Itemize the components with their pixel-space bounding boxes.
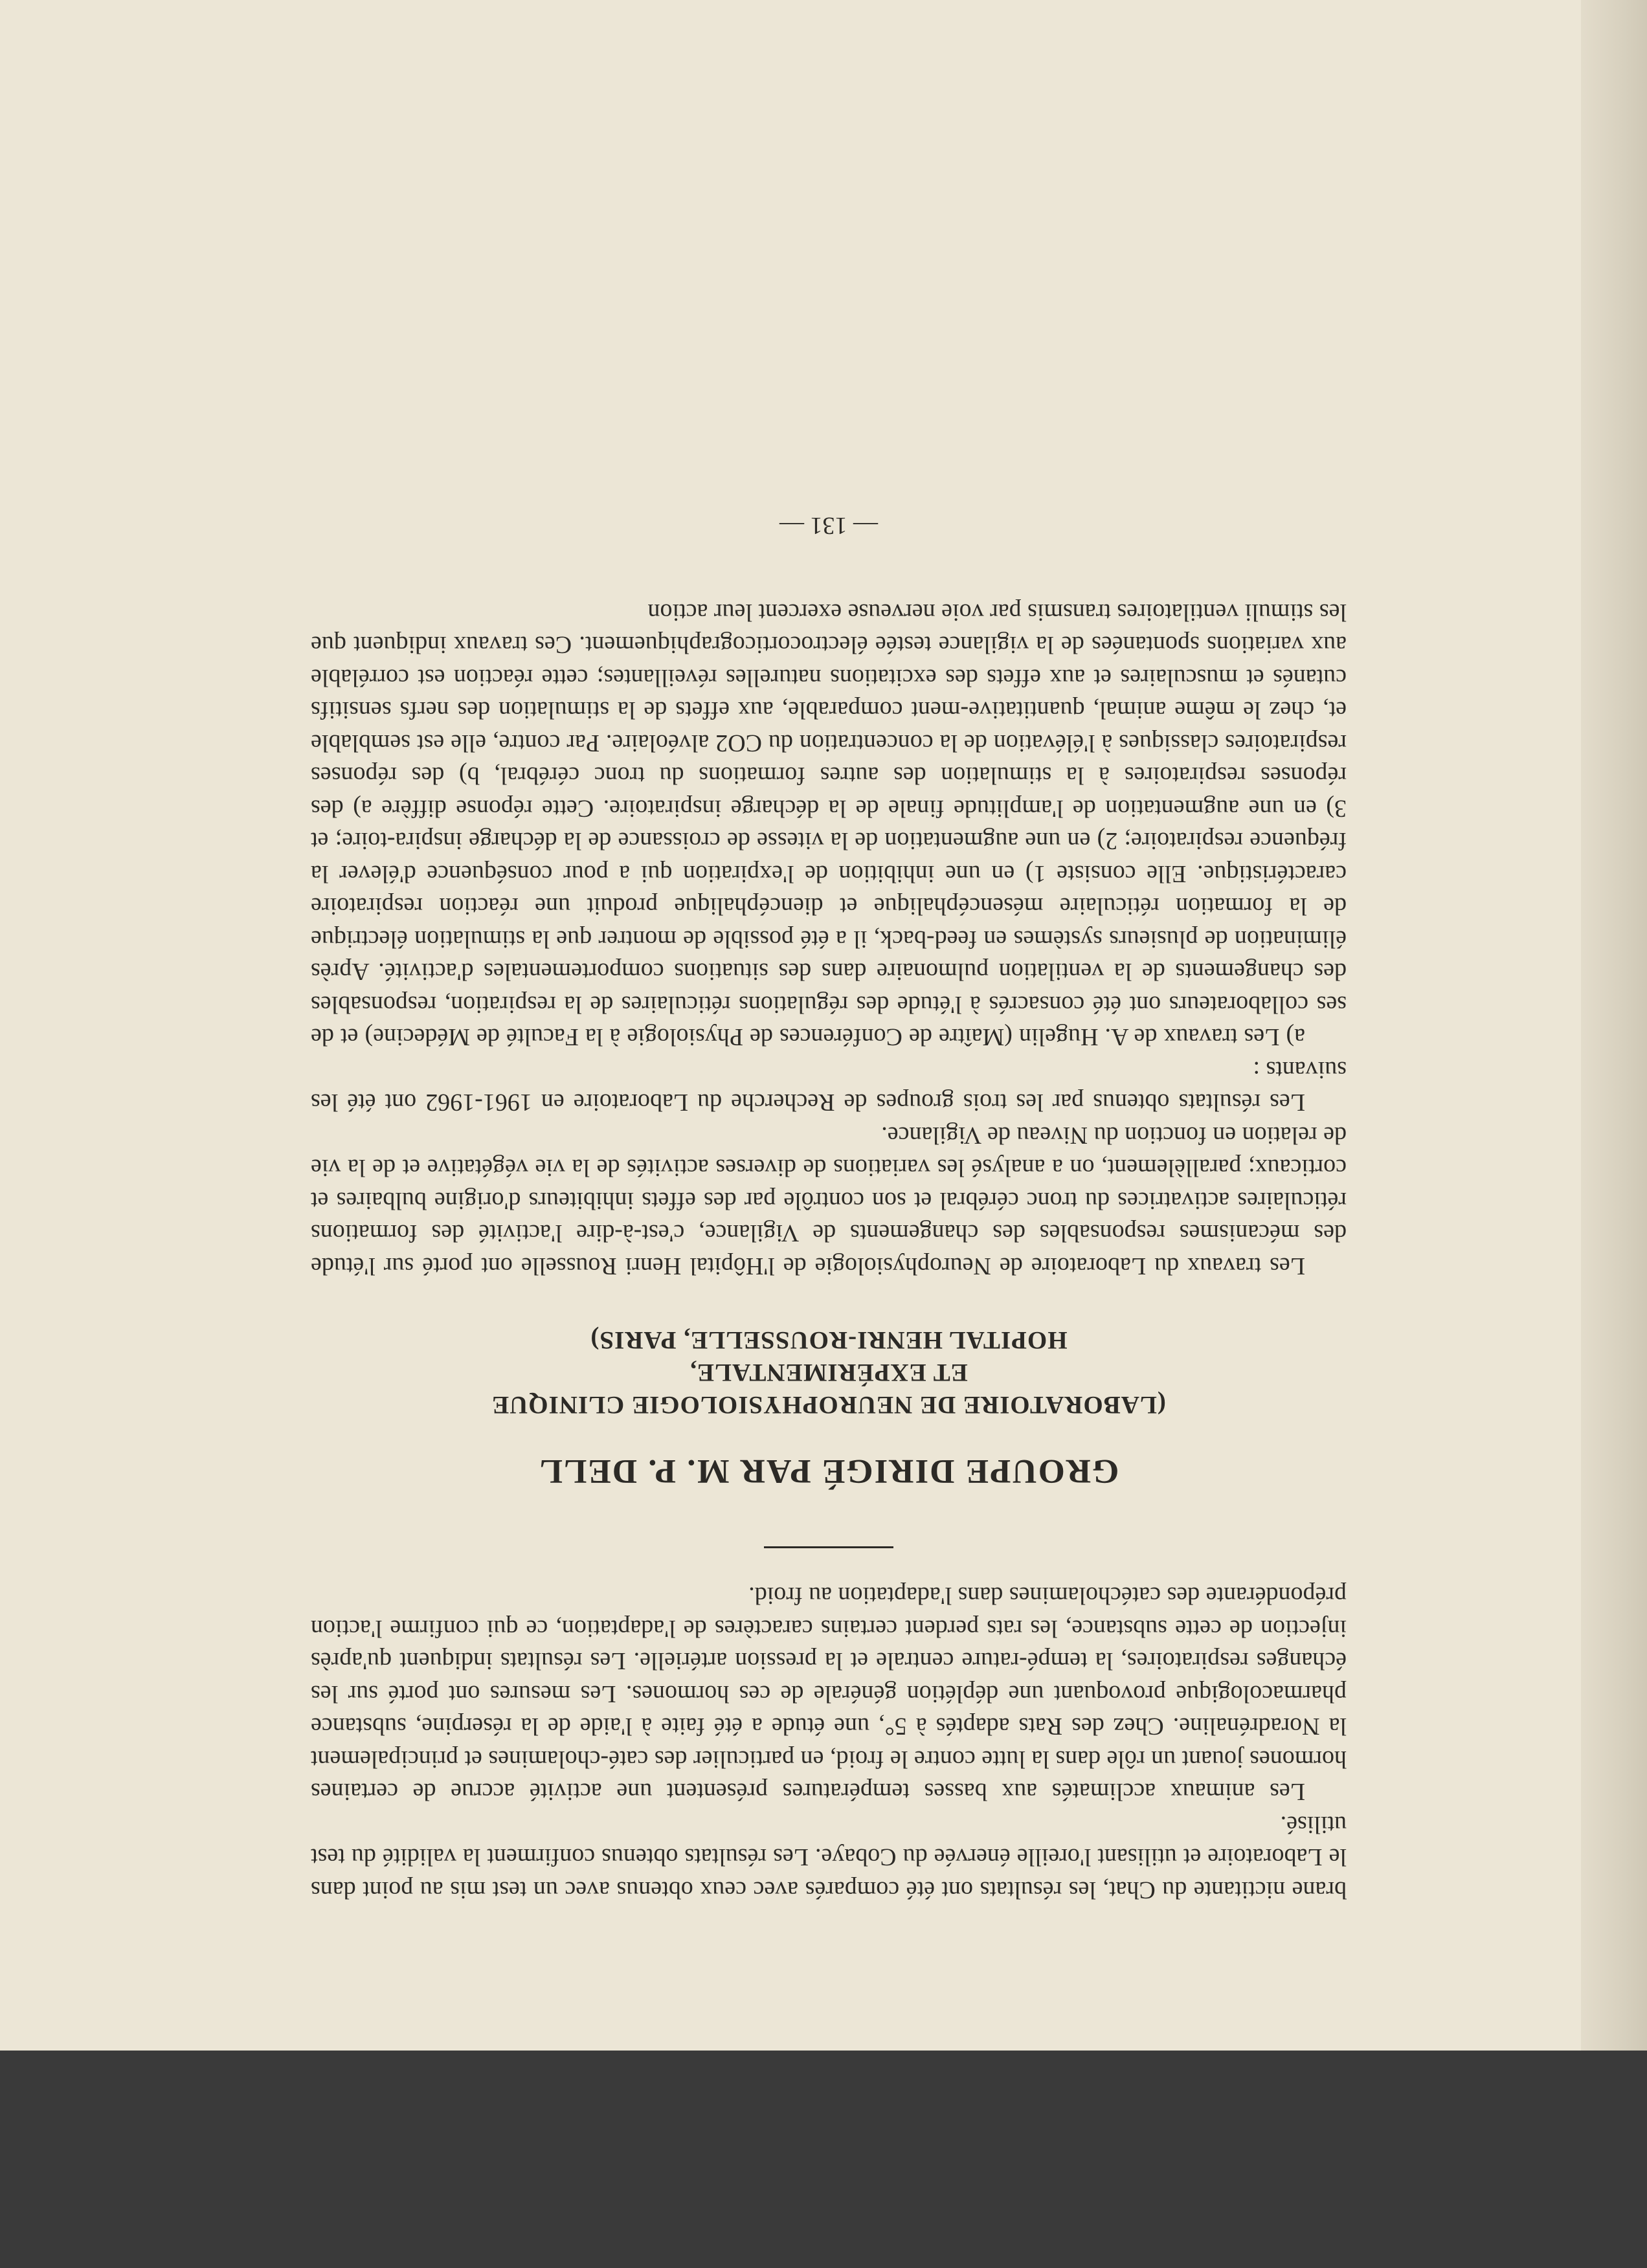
page-edge bbox=[1581, 0, 1647, 2051]
section-divider bbox=[764, 1546, 893, 1548]
group-heading: GROUPE DIRIGÉ PAR M. P. DELL bbox=[538, 1452, 1119, 1490]
paragraph-introduction: Les travaux du Laboratoire de Neurophysiologie de l'Hôpital Henri Rousselle ont porté sur l'étude des mécanismes responsables des changements de Vigilance, c'est-à-dire l'activité des formations réticulaires activatrices du tronc cérébral et son contrôle par des effets inhibiteurs d'origine bulbaires et corticaux; parallèlement, on a analysé les variations de diverses activités de la vie végétative et de la vie de relation en fonction du Niveau de Vigilance. bbox=[311, 1122, 1347, 1280]
laboratory-heading-line-2: ET EXPÉRIMENTALE, bbox=[689, 1359, 968, 1386]
laboratory-heading bbox=[311, 1324, 1347, 1421]
page-content-rotated bbox=[311, 230, 1347, 1906]
laboratory-heading-line-1: (LABORATOIRE DE NEUROPHYSIOLOGIE CLINIQUE bbox=[491, 1391, 1166, 1419]
paragraph-hugelin: a) Les travaux de A. Hugelin (Maître de Conférences de Physiologie à la Faculté de Médecine) et de ses collaborateurs ont été consacrés à l'étude des régulations réticulaires de la respiration, responsables des changements de la ventilation pulmonaire dans des situations comportementales d'activité. Après élimination de plusieurs systèmes en feed-back, il a été possible de montrer que la stimulation électrique de la formation réticulaire mésencéphalique et diencéphalique produit une réaction respiratoire caractéristique. Elle consiste 1) en une inhibition de l'expiration qui a pour conséquence d'élever la fréquence respiratoire; 2) en une augmentation de la vitesse de croissance de la décharge inspira-toire; et 3) en une augmentation de l'amplitude finale de la décharge inspiratoire. Cette réponse diffère a) des réponses respiratoires à la stimulation des autres formations du tronc cérébral, b) des réponses respiratoires classiques à l'élévation de la concentration du CO2 alvéolaire. Par contre, elle est semblable et, chez le même animal, quantitative-ment comparable, aux effets de la stimulation des nerfs sensitifs cutanés et musculaires et aux effets des excitations naturelles réveillantes; cette réaction est corrélable aux variations spontanées de la vigilance testée électrocorticographiquement. Ces travaux indiquent que les stimuli ventilatoires transmis par voie nerveuse exercent leur action bbox=[311, 599, 1347, 1051]
paragraph-continued: brane nictitante du Chat, les résultats ont été comparés avec ceux obtenus avec un test mis au point dans le Laboratoire et utilisant l'oreille énervée du Cobaye. Les résultats obtenus confirment la validité du test utilisé. bbox=[311, 1811, 1347, 1904]
laboratory-heading-line-3: HOPITAL HENRI-ROUSSELLE, PARIS) bbox=[590, 1326, 1068, 1354]
paragraph-results-intro: Les résultats obtenus par les trois groupes de Recherche du Laboratoire en 1961-1962 ont été les suivants : bbox=[311, 1056, 1347, 1117]
page-number: — 131 — bbox=[779, 512, 878, 540]
paragraph-acclimation: Les animaux acclimatés aux basses températures présentent une activité accrue de certaines hormones jouant un rôle dans la lutte contre le froid, en particulier des caté-cholamines et principalement la Noradrénaline. Chez des Rats adaptés à 5°, une étude a été faite à l'aide de la réserpine, substance pharmacologique provoquant une déplétion générale de ces hormones. Les mesures ont porté sur les échanges respiratoires, la tempé-rature centrale et la pression artérielle. Les résultats indiquent qu'après injection de cette substance, les rats perdent certains caractères de l'adaptation, ce qui confirme l'action prépondérante des catécholamines dans l'adaptation au froid. bbox=[311, 1582, 1347, 1806]
scanner-background bbox=[0, 2051, 1647, 2268]
